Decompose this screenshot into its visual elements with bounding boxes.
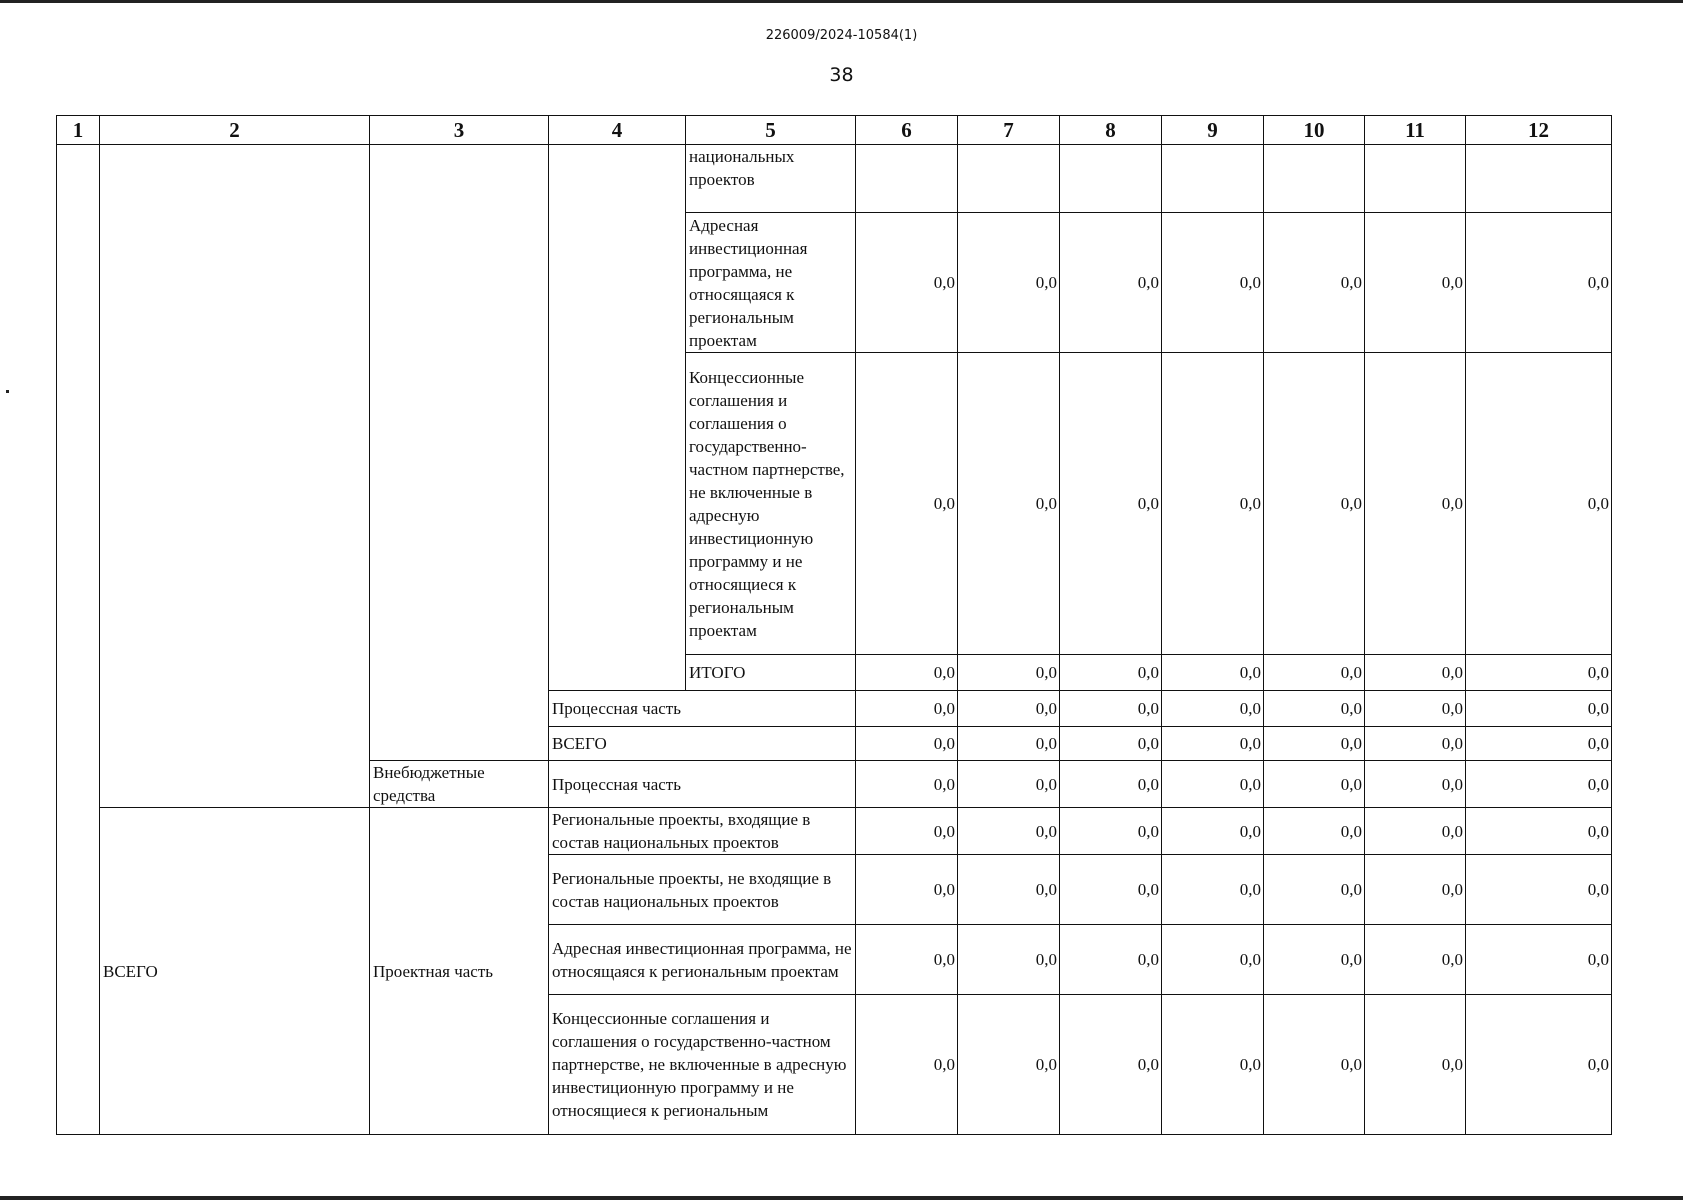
value-cell: [1060, 145, 1162, 213]
value-cell: 0,0: [958, 995, 1060, 1135]
value-cell: 0,0: [856, 761, 958, 808]
value-cell: 0,0: [1162, 855, 1264, 925]
value-cell: 0,0: [958, 727, 1060, 761]
page-number: 38: [829, 64, 854, 86]
value-cell: 0,0: [1466, 213, 1612, 353]
value-cell: 0,0: [1060, 855, 1162, 925]
value-cell: [958, 145, 1060, 213]
value-cell: 0,0: [1466, 761, 1612, 808]
row-label: Региональные проекты, входящие в состав национальных проектов: [549, 808, 856, 855]
value-cell: 0,0: [856, 808, 958, 855]
row-label: Адресная инвестиционная программа, не относящаяся к региональным проектам: [686, 213, 856, 353]
col-header: 6: [856, 116, 958, 145]
value-cell: 0,0: [958, 761, 1060, 808]
col-header: 2: [100, 116, 370, 145]
value-cell: 0,0: [1162, 727, 1264, 761]
row-label: Концессионные соглашения и соглашения о государственно-частном партнерстве, не включенные в адресную инвестиционную программу и не относящиеся к региональным: [549, 995, 856, 1135]
row-label: Процессная часть: [549, 691, 856, 727]
col-header: 11: [1365, 116, 1466, 145]
value-cell: 0,0: [1365, 353, 1466, 655]
value-cell: 0,0: [1060, 213, 1162, 353]
value-cell: [1365, 145, 1466, 213]
row-label: национальных проектов: [686, 145, 856, 213]
value-cell: 0,0: [1060, 691, 1162, 727]
value-cell: 0,0: [1365, 655, 1466, 691]
value-cell: 0,0: [1466, 808, 1612, 855]
value-cell: 0,0: [1162, 925, 1264, 995]
scan-artifact: [6, 390, 9, 393]
value-cell: 0,0: [1060, 655, 1162, 691]
value-cell: 0,0: [856, 213, 958, 353]
row-label: Концессионные соглашения и соглашения о государственно-частном партнерстве, не включенные в адресную инвестиционную программу и не относящиеся к региональным проектам: [686, 353, 856, 655]
section-vsego: ВСЕГО: [100, 808, 370, 1135]
value-cell: 0,0: [1466, 691, 1612, 727]
value-cell: 0,0: [1162, 761, 1264, 808]
value-cell: 0,0: [1264, 761, 1365, 808]
value-cell: 0,0: [1264, 925, 1365, 995]
value-cell: 0,0: [1264, 213, 1365, 353]
col2-cell-empty: [100, 145, 370, 808]
row-label: Региональные проекты, не входящие в состав национальных проектов: [549, 855, 856, 925]
row-label: Процессная часть: [549, 761, 856, 808]
value-cell: 0,0: [958, 655, 1060, 691]
value-cell: 0,0: [1162, 353, 1264, 655]
value-cell: [1466, 145, 1612, 213]
value-cell: 0,0: [1466, 995, 1612, 1135]
section-vnebudget: Внебюджетные средства: [370, 761, 549, 808]
value-cell: 0,0: [1365, 727, 1466, 761]
value-cell: 0,0: [1060, 727, 1162, 761]
col-header: 7: [958, 116, 1060, 145]
value-cell: 0,0: [1264, 808, 1365, 855]
value-cell: 0,0: [856, 925, 958, 995]
value-cell: 0,0: [1162, 691, 1264, 727]
value-cell: 0,0: [1060, 995, 1162, 1135]
value-cell: 0,0: [1060, 353, 1162, 655]
value-cell: 0,0: [856, 353, 958, 655]
value-cell: 0,0: [958, 925, 1060, 995]
col-header: 3: [370, 116, 549, 145]
document-id: 226009/2024-10584(1): [765, 28, 918, 43]
value-cell: [1264, 145, 1365, 213]
budget-table: [56, 115, 1612, 1135]
value-cell: 0,0: [1264, 727, 1365, 761]
value-cell: 0,0: [1060, 925, 1162, 995]
value-cell: 0,0: [958, 855, 1060, 925]
col-header: 9: [1162, 116, 1264, 145]
value-cell: 0,0: [1162, 213, 1264, 353]
value-cell: 0,0: [1466, 353, 1612, 655]
col-header: 1: [57, 116, 100, 145]
value-cell: 0,0: [1365, 213, 1466, 353]
value-cell: 0,0: [1264, 995, 1365, 1135]
section-project-part: Проектная часть: [370, 808, 549, 1135]
value-cell: 0,0: [1264, 655, 1365, 691]
value-cell: [1162, 145, 1264, 213]
value-cell: 0,0: [1365, 691, 1466, 727]
value-cell: 0,0: [1365, 925, 1466, 995]
col-header: 12: [1466, 116, 1612, 145]
value-cell: 0,0: [1365, 808, 1466, 855]
value-cell: 0,0: [856, 727, 958, 761]
row-label: Адресная инвестиционная программа, не относящаяся к региональным проектам: [549, 925, 856, 995]
value-cell: 0,0: [856, 655, 958, 691]
value-cell: 0,0: [958, 691, 1060, 727]
row-label: ИТОГО: [686, 655, 856, 691]
col-header: 4: [549, 116, 686, 145]
value-cell: 0,0: [1466, 925, 1612, 995]
value-cell: 0,0: [1466, 727, 1612, 761]
value-cell: 0,0: [1264, 855, 1365, 925]
table-row: [57, 808, 1612, 855]
col3-cell-empty: [370, 145, 549, 761]
col-header: 5: [686, 116, 856, 145]
col-header: 10: [1264, 116, 1365, 145]
value-cell: 0,0: [1264, 353, 1365, 655]
value-cell: 0,0: [1466, 655, 1612, 691]
value-cell: 0,0: [1162, 808, 1264, 855]
value-cell: 0,0: [1466, 855, 1612, 925]
value-cell: 0,0: [856, 855, 958, 925]
value-cell: 0,0: [958, 808, 1060, 855]
value-cell: 0,0: [1162, 995, 1264, 1135]
value-cell: 0,0: [1060, 761, 1162, 808]
value-cell: 0,0: [1365, 995, 1466, 1135]
col1-cell: [57, 145, 100, 1135]
col4-cell-empty: [549, 145, 686, 691]
value-cell: 0,0: [1264, 691, 1365, 727]
value-cell: 0,0: [856, 995, 958, 1135]
value-cell: 0,0: [1365, 855, 1466, 925]
row-label: ВСЕГО: [549, 727, 856, 761]
value-cell: 0,0: [958, 213, 1060, 353]
value-cell: [856, 145, 958, 213]
value-cell: 0,0: [958, 353, 1060, 655]
column-number-row: [57, 116, 1612, 145]
value-cell: 0,0: [856, 691, 958, 727]
value-cell: 0,0: [1162, 655, 1264, 691]
value-cell: 0,0: [1365, 761, 1466, 808]
value-cell: 0,0: [1060, 808, 1162, 855]
table-row: [57, 145, 1612, 213]
col-header: 8: [1060, 116, 1162, 145]
